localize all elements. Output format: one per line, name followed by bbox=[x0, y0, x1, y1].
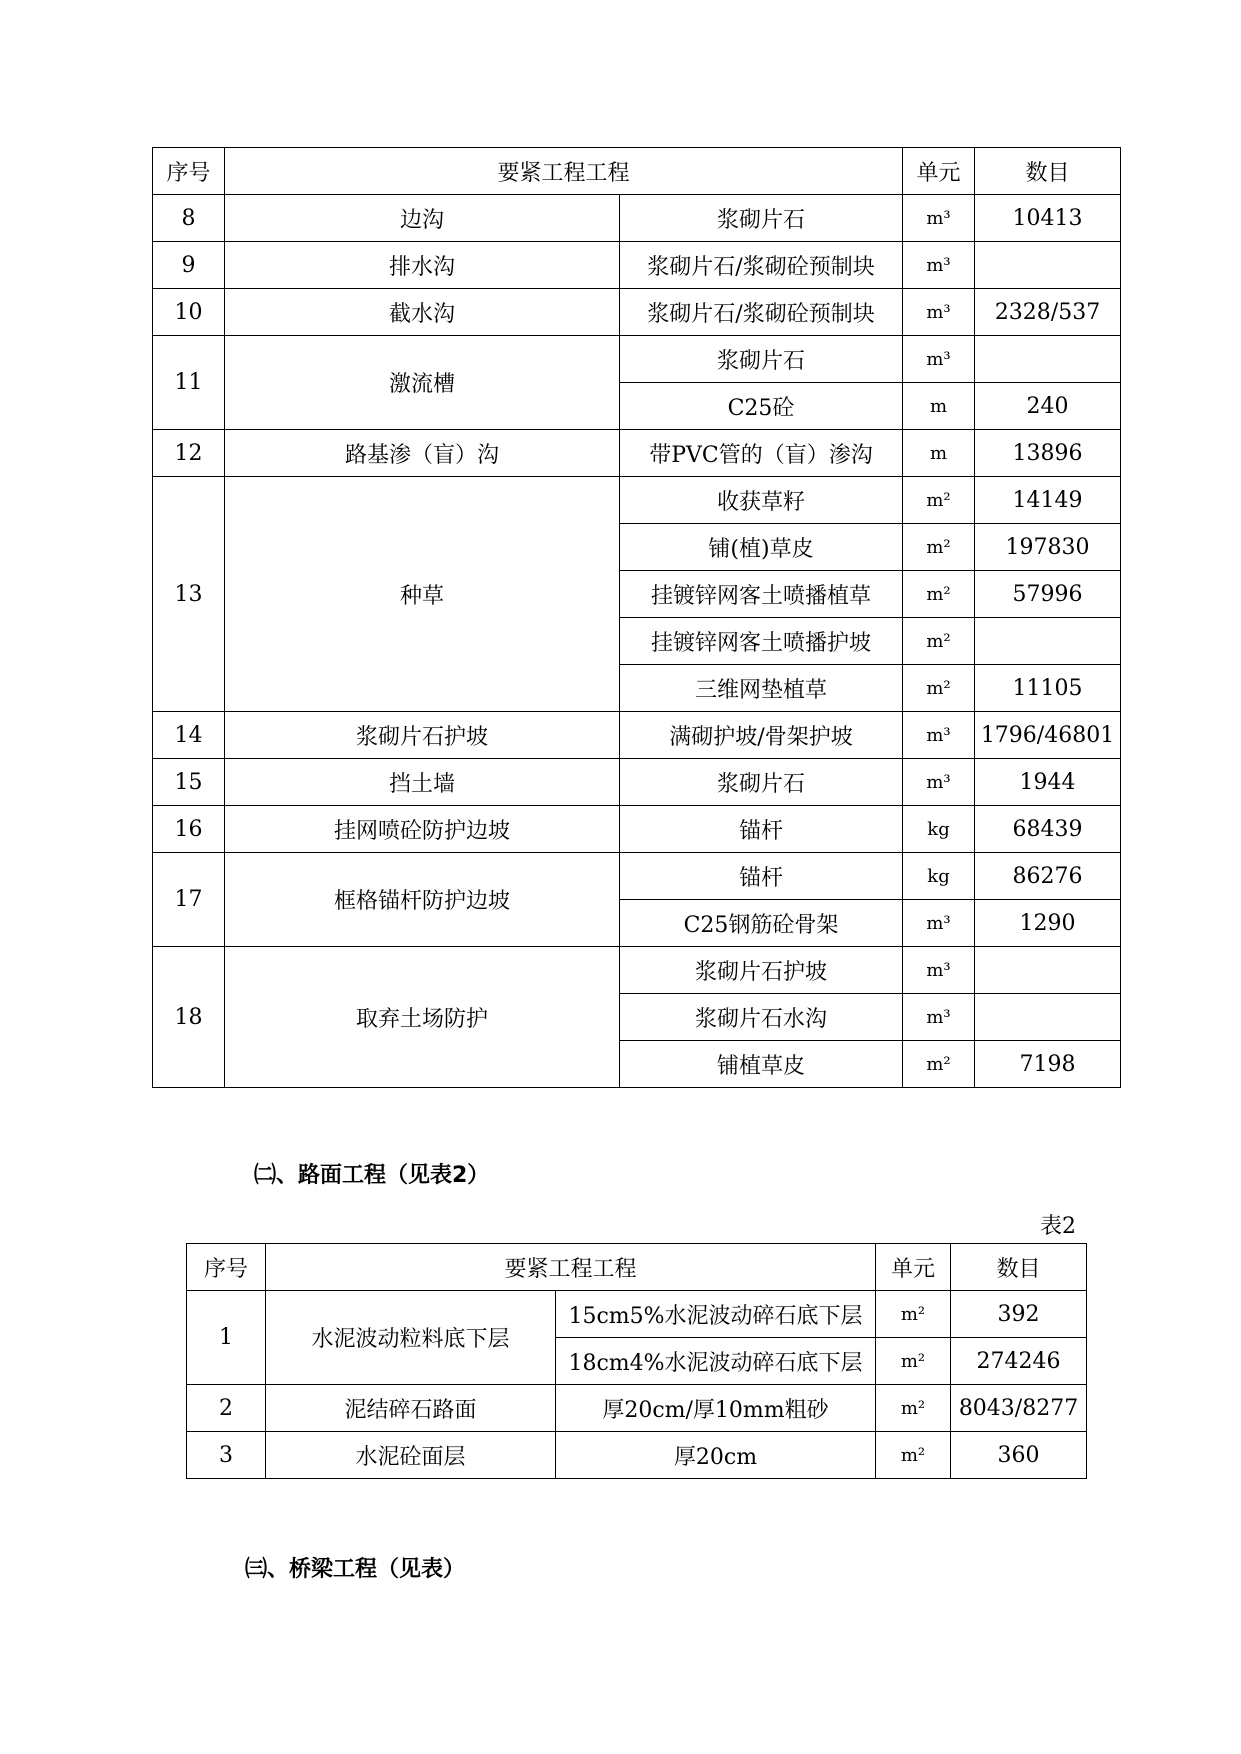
item-description: 铺(植)草皮 bbox=[620, 524, 903, 571]
table-row bbox=[153, 430, 1121, 477]
item-description: 浆砌片石 bbox=[620, 759, 903, 806]
item-description: 浆砌片石 bbox=[620, 195, 903, 242]
table-row bbox=[153, 712, 1121, 759]
header-unit: 单元 bbox=[876, 1244, 951, 1291]
table-row bbox=[187, 1291, 1087, 1338]
row-number: 12 bbox=[153, 430, 225, 477]
header-unit: 单元 bbox=[903, 148, 975, 195]
item-name: 挡土墙 bbox=[225, 759, 620, 806]
quantity-cell: 392 bbox=[951, 1291, 1087, 1338]
quantity-cell: 68439 bbox=[975, 806, 1121, 853]
unit-cell: m² bbox=[903, 618, 975, 665]
quantity-cell: 8043/8277 bbox=[951, 1385, 1087, 1432]
quantity-cell bbox=[975, 994, 1121, 1041]
unit-cell: m² bbox=[903, 524, 975, 571]
item-description: 浆砌片石水沟 bbox=[620, 994, 903, 1041]
item-description: 浆砌片石/浆砌砼预制块 bbox=[620, 242, 903, 289]
quantity-cell bbox=[975, 242, 1121, 289]
unit-cell: m² bbox=[903, 571, 975, 618]
table-row bbox=[153, 242, 1121, 289]
table-caption: 表2 bbox=[1040, 1214, 1076, 1239]
row-number: 11 bbox=[153, 336, 225, 430]
quantity-cell: 274246 bbox=[951, 1338, 1087, 1385]
unit-cell: kg bbox=[903, 853, 975, 900]
item-description: 浆砌片石护坡 bbox=[620, 947, 903, 994]
item-description: 厚20cm bbox=[556, 1432, 876, 1479]
item-description: 挂镀锌网客土喷播护坡 bbox=[620, 618, 903, 665]
item-name: 边沟 bbox=[225, 195, 620, 242]
header-item: 要紧工程工程 bbox=[225, 148, 903, 195]
unit-cell: m³ bbox=[903, 947, 975, 994]
item-name: 浆砌片石护坡 bbox=[225, 712, 620, 759]
item-description: 铺植草皮 bbox=[620, 1041, 903, 1088]
quantity-cell bbox=[975, 947, 1121, 994]
table-row bbox=[153, 947, 1121, 994]
table-row bbox=[153, 806, 1121, 853]
header-item: 要紧工程工程 bbox=[266, 1244, 876, 1291]
unit-cell: m³ bbox=[903, 336, 975, 383]
earthwork-table bbox=[152, 147, 1121, 1088]
quantity-cell bbox=[975, 618, 1121, 665]
table-header-row bbox=[187, 1244, 1087, 1291]
item-name: 取弃土场防护 bbox=[225, 947, 620, 1088]
quantity-cell: 13896 bbox=[975, 430, 1121, 477]
quantity-cell: 14149 bbox=[975, 477, 1121, 524]
quantity-cell: 240 bbox=[975, 383, 1121, 430]
row-number: 9 bbox=[153, 242, 225, 289]
unit-cell: m² bbox=[876, 1291, 951, 1338]
item-description: 收获草籽 bbox=[620, 477, 903, 524]
pavement-table bbox=[186, 1243, 1087, 1479]
item-description: 带PVC管的（盲）渗沟 bbox=[620, 430, 903, 477]
table-row bbox=[153, 289, 1121, 336]
header-quantity: 数目 bbox=[951, 1244, 1087, 1291]
unit-cell: m³ bbox=[903, 195, 975, 242]
header-quantity: 数目 bbox=[975, 148, 1121, 195]
unit-cell: kg bbox=[903, 806, 975, 853]
quantity-cell: 10413 bbox=[975, 195, 1121, 242]
quantity-cell: 11105 bbox=[975, 665, 1121, 712]
table-row bbox=[153, 336, 1121, 383]
section-heading-bridge: ㈢、桥梁工程（见表） bbox=[245, 1557, 466, 1582]
unit-cell: m³ bbox=[903, 759, 975, 806]
unit-cell: m² bbox=[903, 477, 975, 524]
unit-cell: m² bbox=[876, 1385, 951, 1432]
item-name: 种草 bbox=[225, 477, 620, 712]
row-number: 18 bbox=[153, 947, 225, 1088]
item-name: 排水沟 bbox=[225, 242, 620, 289]
unit-cell: m³ bbox=[903, 712, 975, 759]
item-description: 15cm5%水泥波动碎石底下层 bbox=[556, 1291, 876, 1338]
item-name: 泥结碎石路面 bbox=[266, 1385, 556, 1432]
item-description: 厚20cm/厚10mm粗砂 bbox=[556, 1385, 876, 1432]
item-description: 18cm4%水泥波动碎石底下层 bbox=[556, 1338, 876, 1385]
unit-cell: m³ bbox=[903, 289, 975, 336]
table-row bbox=[153, 759, 1121, 806]
item-description: C25砼 bbox=[620, 383, 903, 430]
quantity-cell: 1796/46801 bbox=[975, 712, 1121, 759]
item-description: 挂镀锌网客土喷播植草 bbox=[620, 571, 903, 618]
item-description: 锚杆 bbox=[620, 806, 903, 853]
item-description: 三维网垫植草 bbox=[620, 665, 903, 712]
row-number: 17 bbox=[153, 853, 225, 947]
quantity-cell bbox=[975, 336, 1121, 383]
table-row bbox=[187, 1385, 1087, 1432]
item-description: 满砌护坡/骨架护坡 bbox=[620, 712, 903, 759]
quantity-cell: 57996 bbox=[975, 571, 1121, 618]
table-row bbox=[153, 195, 1121, 242]
quantity-cell: 197830 bbox=[975, 524, 1121, 571]
item-name: 框格锚杆防护边坡 bbox=[225, 853, 620, 947]
row-number: 8 bbox=[153, 195, 225, 242]
section-heading-pavement: ㈡、路面工程（见表2） bbox=[254, 1163, 490, 1188]
quantity-cell: 1290 bbox=[975, 900, 1121, 947]
row-number: 15 bbox=[153, 759, 225, 806]
row-number: 3 bbox=[187, 1432, 266, 1479]
item-name: 水泥砼面层 bbox=[266, 1432, 556, 1479]
header-no: 序号 bbox=[187, 1244, 266, 1291]
item-description: 锚杆 bbox=[620, 853, 903, 900]
item-name: 路基渗（盲）沟 bbox=[225, 430, 620, 477]
unit-cell: m² bbox=[903, 665, 975, 712]
quantity-cell: 7198 bbox=[975, 1041, 1121, 1088]
table-row bbox=[153, 477, 1121, 524]
table-row bbox=[153, 853, 1121, 900]
item-description: 浆砌片石/浆砌砼预制块 bbox=[620, 289, 903, 336]
row-number: 14 bbox=[153, 712, 225, 759]
unit-cell: m bbox=[903, 383, 975, 430]
header-no: 序号 bbox=[153, 148, 225, 195]
item-name: 激流槽 bbox=[225, 336, 620, 430]
row-number: 2 bbox=[187, 1385, 266, 1432]
quantity-cell: 1944 bbox=[975, 759, 1121, 806]
row-number: 1 bbox=[187, 1291, 266, 1385]
quantity-cell: 360 bbox=[951, 1432, 1087, 1479]
item-description: 浆砌片石 bbox=[620, 336, 903, 383]
item-name: 截水沟 bbox=[225, 289, 620, 336]
unit-cell: m² bbox=[903, 1041, 975, 1088]
unit-cell: m³ bbox=[903, 900, 975, 947]
quantity-cell: 86276 bbox=[975, 853, 1121, 900]
item-name: 挂网喷砼防护边坡 bbox=[225, 806, 620, 853]
unit-cell: m² bbox=[876, 1432, 951, 1479]
quantity-cell: 2328/537 bbox=[975, 289, 1121, 336]
item-name: 水泥波动粒料底下层 bbox=[266, 1291, 556, 1385]
row-number: 16 bbox=[153, 806, 225, 853]
unit-cell: m³ bbox=[903, 994, 975, 1041]
table-row bbox=[187, 1432, 1087, 1479]
item-description: C25钢筋砼骨架 bbox=[620, 900, 903, 947]
unit-cell: m bbox=[903, 430, 975, 477]
row-number: 10 bbox=[153, 289, 225, 336]
unit-cell: m³ bbox=[903, 242, 975, 289]
row-number: 13 bbox=[153, 477, 225, 712]
unit-cell: m² bbox=[876, 1338, 951, 1385]
table-header-row bbox=[153, 148, 1121, 195]
